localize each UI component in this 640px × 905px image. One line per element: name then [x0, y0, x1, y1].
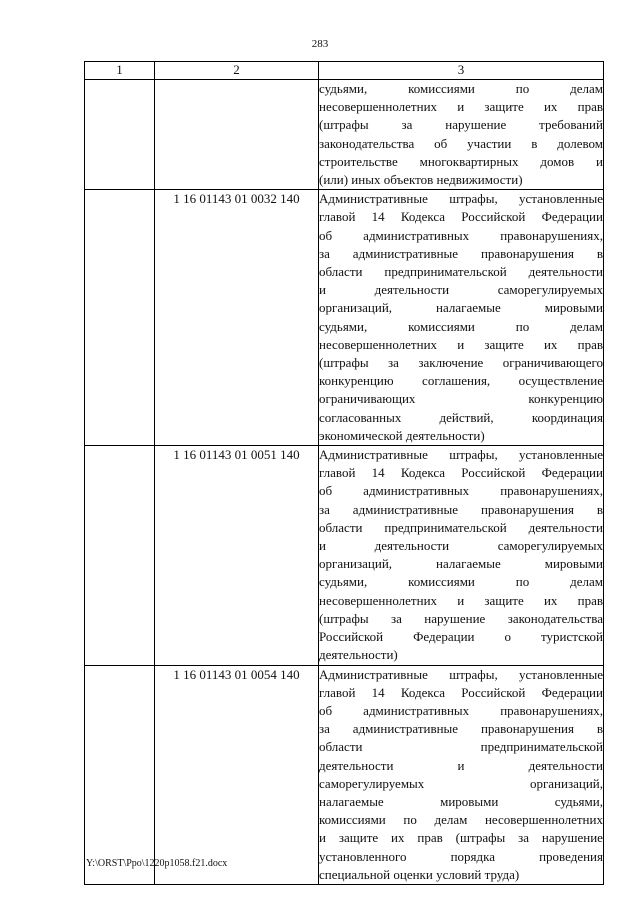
page-number: 283 — [311, 38, 329, 50]
description-line: за административные правонарушения в — [319, 501, 603, 517]
row-number-cell — [85, 190, 155, 446]
description-line: несовершеннолетних и защите их прав — [319, 336, 603, 352]
description-line: комиссиями по делам несовершеннолетних — [319, 812, 603, 828]
header-col-3: 3 — [319, 62, 604, 80]
description-line: судьями, комиссиями по делам — [319, 318, 603, 334]
description-line: об административных правонарушениях, — [319, 227, 603, 243]
row-number-cell — [85, 80, 155, 190]
description-line: конкуренцию соглашения, осуществление — [319, 373, 603, 389]
description-line: организаций, налагаемые мировыми — [319, 556, 603, 572]
description-line: и защите их прав (штрафы за нарушение — [319, 830, 603, 846]
description-line: об административных правонарушениях, — [319, 702, 603, 718]
description-line: судьями, комиссиями по делам — [319, 81, 603, 96]
description-line: за административные правонарушения в — [319, 245, 603, 261]
description-line: согласованных действий, координация — [319, 409, 603, 425]
description-line: области предпринимательской деятельности — [319, 264, 603, 280]
description-line: судьями, комиссиями по делам — [319, 574, 603, 590]
header-col-1: 1 — [85, 62, 155, 80]
description-line: специальной оценки условий труда) — [319, 866, 520, 882]
header-col-2: 2 — [155, 62, 319, 80]
revenue-description — [319, 80, 604, 190]
description-line: (штрафы за заключение ограничивающего — [319, 355, 603, 371]
description-line: об административных правонарушениях, — [319, 483, 603, 499]
description-line: ограничивающих конкуренцию — [319, 391, 603, 407]
description-line: главой 14 Кодекса Российской Федерации — [319, 465, 603, 481]
budget-classification-code: 1 16 01143 01 0032 140 — [155, 190, 319, 446]
revenue-description — [319, 190, 604, 446]
description-line: (штрафы за нарушение требований — [319, 117, 603, 133]
table-row — [85, 665, 604, 884]
description-line: за административные правонарушения в — [319, 721, 603, 737]
description-line: области предпринимательской — [319, 739, 603, 755]
description-line: (штрафы за нарушение законодательства — [319, 610, 603, 626]
description-line: Российской Федерации о туристской — [319, 629, 603, 645]
description-line: Административные штрафы, установленные — [319, 666, 603, 682]
revenue-description — [319, 446, 604, 665]
description-line: главой 14 Кодекса Российской Федерации — [319, 209, 603, 225]
description-line: установленного порядка проведения — [319, 848, 603, 864]
revenue-description — [319, 665, 604, 884]
budget-classification-code: 1 16 01143 01 0054 140 — [155, 665, 319, 884]
row-number-cell — [85, 446, 155, 665]
description-line: деятельности и деятельности — [319, 757, 603, 773]
description-line: несовершеннолетних и защите их прав — [319, 592, 603, 608]
description-line: (или) иных объектов недвижимости) — [319, 172, 523, 188]
description-line: несовершеннолетних и защите их прав — [319, 99, 603, 115]
description-line: Административные штрафы, установленные — [319, 447, 603, 463]
description-line: законодательства об участии в долевом — [319, 135, 603, 151]
table-row — [85, 80, 604, 190]
row-number-cell — [85, 665, 155, 884]
description-line: и деятельности саморегулируемых — [319, 538, 603, 554]
description-line: и деятельности саморегулируемых — [319, 282, 603, 298]
description-line: строительстве многоквартирных домов и — [319, 153, 603, 169]
budget-classification-code — [155, 80, 319, 190]
table-header-row — [85, 62, 604, 80]
budget-classification-code: 1 16 01143 01 0051 140 — [155, 446, 319, 665]
description-line: деятельности) — [319, 647, 398, 663]
description-line: Административные штрафы, установленные — [319, 191, 603, 207]
description-line: экономической деятельности) — [319, 427, 485, 443]
description-line: саморегулируемых организаций, — [319, 775, 603, 791]
table-row — [85, 446, 604, 665]
table-row — [85, 190, 604, 446]
description-line: налагаемые мировыми судьями, — [319, 793, 603, 809]
description-line: главой 14 Кодекса Российской Федерации — [319, 684, 603, 700]
budget-code-table — [84, 61, 604, 885]
description-line: области предпринимательской деятельности — [319, 519, 603, 535]
description-line: организаций, налагаемые мировыми — [319, 300, 603, 316]
file-path-footer: Y:\ORST\Ppo\1220p1058.f21.docx — [86, 858, 228, 869]
